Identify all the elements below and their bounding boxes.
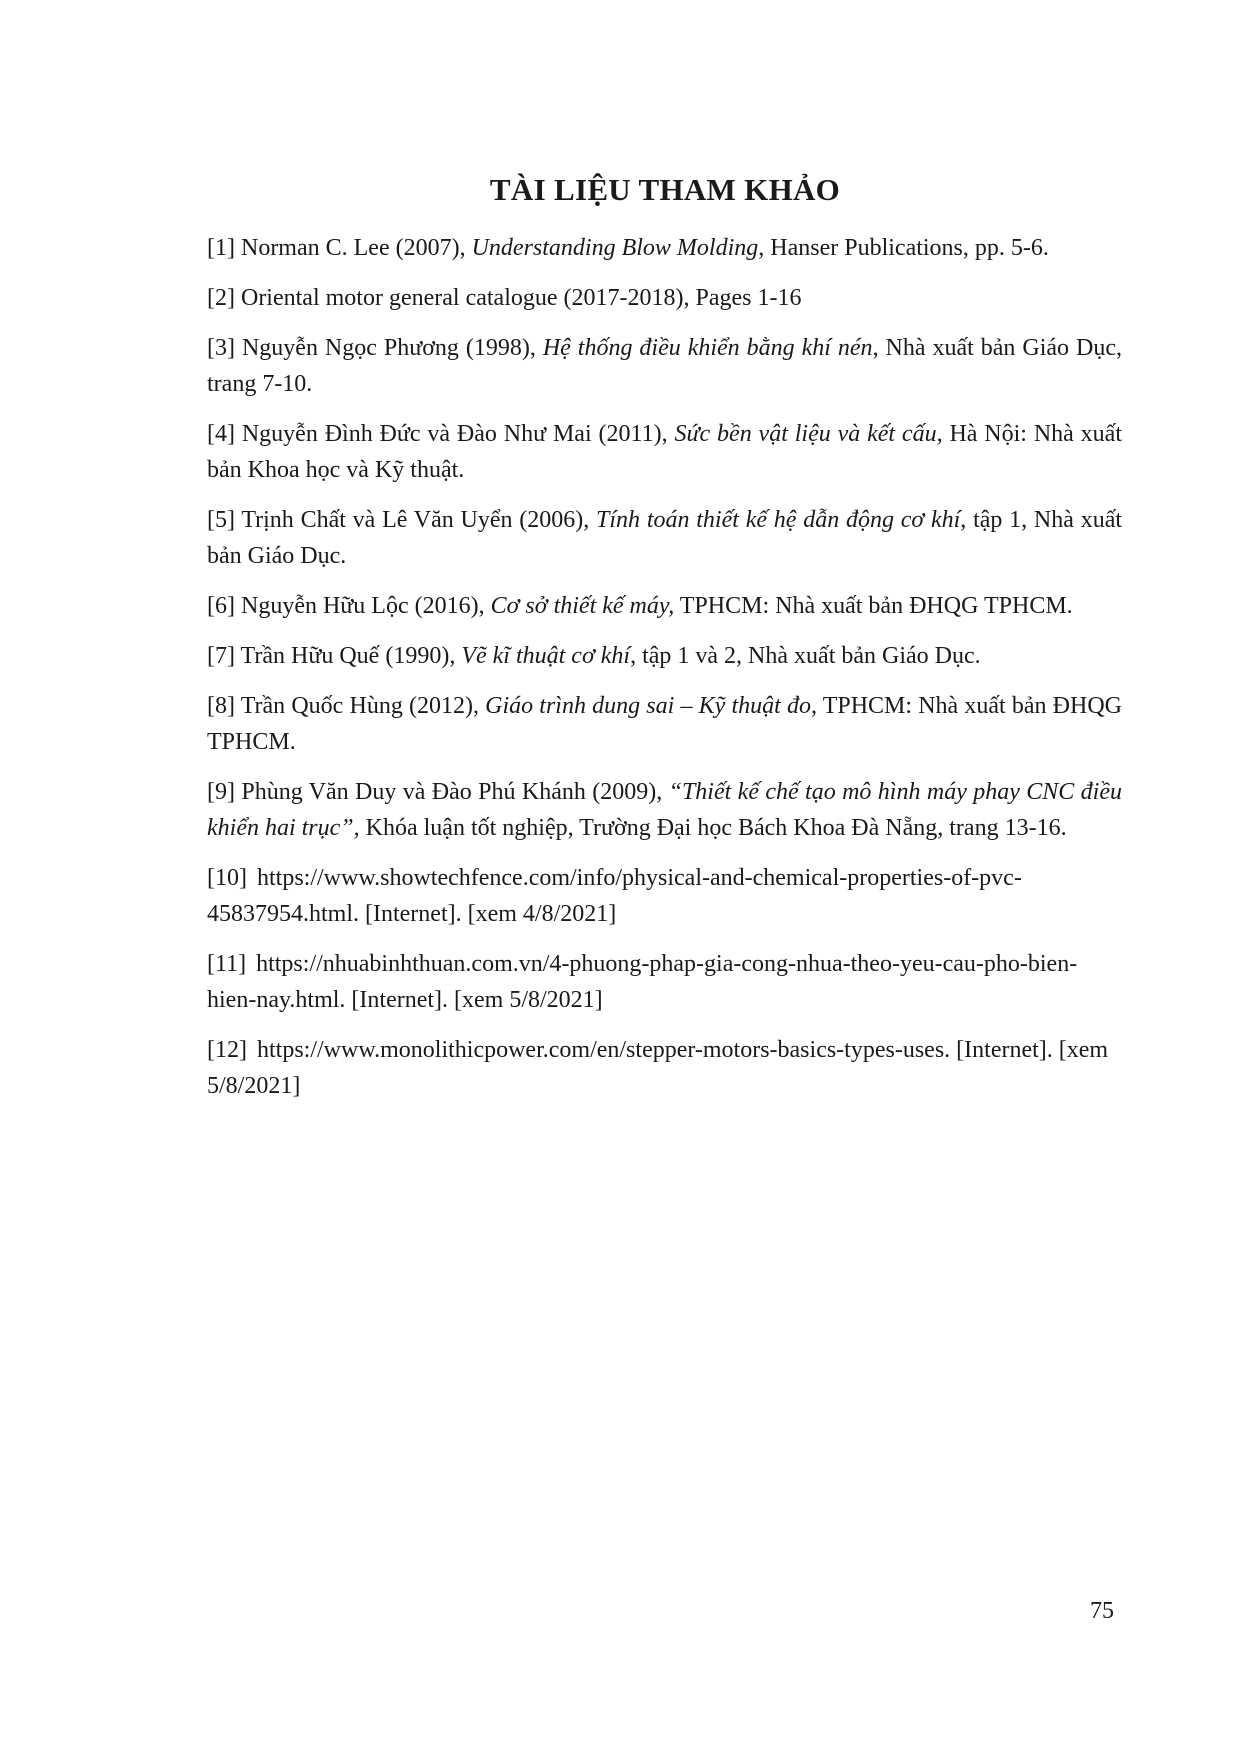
reference-text: Trịnh Chất và Lê Văn Uyển (2006), bbox=[234, 507, 597, 533]
reference-number: [7] bbox=[207, 643, 235, 669]
reference-text: Phùng Văn Duy và Đào Phú Khánh (2009), bbox=[234, 779, 669, 805]
reference-work-title: Hệ thống điều khiển bằng khí nén bbox=[542, 335, 873, 361]
page-number: 75 bbox=[1090, 1598, 1114, 1624]
reference-work-title: Cơ sở thiết kế máy, bbox=[490, 593, 675, 619]
reference-text: Trần Quốc Hùng (2012), bbox=[234, 693, 486, 719]
reference-number: [2] bbox=[207, 285, 235, 311]
reference-work-title: Tính toán thiết kế hệ dẫn động cơ khí bbox=[596, 507, 961, 533]
reference-item bbox=[207, 946, 1122, 1018]
reference-item bbox=[207, 502, 1122, 574]
reference-number: [8] bbox=[207, 693, 235, 719]
reference-number: [3] bbox=[207, 335, 235, 361]
reference-text: Nguyễn Đình Đức và Đào Như Mai (2011), bbox=[234, 421, 675, 447]
reference-item bbox=[207, 774, 1122, 846]
reference-work-title: Sức bền vật liệu và kết cấu, bbox=[674, 421, 943, 447]
reference-text: Nguyễn Hữu Lộc (2016), bbox=[234, 593, 491, 619]
reference-item bbox=[207, 280, 1122, 316]
reference-text: , Hanser Publications, pp. 5-6. bbox=[758, 235, 1049, 261]
reference-number: [12] bbox=[207, 1037, 247, 1063]
reference-link[interactable]: https://www.monolithicpower.com/en/stepper-motors-basics-types-uses. [Internet]. [xem 5/8/2021] bbox=[207, 1037, 1109, 1099]
reference-work-title: Vẽ kĩ thuật cơ khí bbox=[461, 643, 631, 669]
reference-text: Trần Hữu Quế (1990), bbox=[234, 643, 462, 669]
reference-item bbox=[207, 588, 1122, 624]
reference-link[interactable]: https://nhuabinhthuan.com.vn/4-phuong-phap-gia-cong-nhua-theo-yeu-cau-pho-bien-hien-nay.html. [Internet]. [xem 5/8/2021] bbox=[207, 951, 1078, 1013]
reference-item bbox=[207, 416, 1122, 488]
reference-text: , Nhà xuất bản Giáo Dục, trang 7-10. bbox=[207, 335, 1122, 397]
reference-item bbox=[207, 860, 1122, 932]
reference-text: Nguyễn Ngọc Phương (1998), bbox=[234, 335, 543, 361]
reference-link[interactable]: https://www.showtechfence.com/info/physical-and-chemical-properties-of-pvc-45837954.html. [Internet]. [xem 4/8/2021] bbox=[207, 865, 1022, 927]
reference-text: , tập 1 và 2, Nhà xuất bản Giáo Dục. bbox=[630, 643, 981, 669]
reference-text: , tập 1, Nhà xuất bản Giáo Dục. bbox=[207, 507, 1123, 569]
reference-text: Norman C. Lee (2007), bbox=[234, 235, 472, 261]
reference-number: [6] bbox=[207, 593, 235, 619]
reference-work-title: “Thiết kế chế tạo mô hình máy phay CNC điều khiển hai trục”, bbox=[207, 779, 1122, 841]
reference-item bbox=[207, 638, 1122, 674]
reference-list bbox=[207, 230, 1122, 1118]
reference-text: , TPHCM: Nhà xuất bản ĐHQG TPHCM. bbox=[207, 693, 1122, 755]
reference-text: Hà Nội: Nhà xuất bản Khoa học và Kỹ thuật. bbox=[207, 421, 1122, 483]
reference-item bbox=[207, 1032, 1122, 1104]
reference-number: [9] bbox=[207, 779, 235, 805]
reference-number: [4] bbox=[207, 421, 235, 447]
reference-number: [10] bbox=[207, 865, 247, 891]
reference-number: [1] bbox=[207, 235, 235, 261]
reference-number: [11] bbox=[207, 951, 247, 977]
reference-work-title: Understanding Blow Molding bbox=[471, 235, 759, 261]
reference-number: [5] bbox=[207, 507, 235, 533]
reference-item bbox=[207, 230, 1122, 266]
reference-text: Khóa luận tốt nghiệp, Trường Đại học Bách Khoa Đà Nẵng, trang 13-16. bbox=[359, 815, 1067, 841]
reference-item bbox=[207, 330, 1122, 402]
reference-text: TPHCM: Nhà xuất bản ĐHQG TPHCM. bbox=[674, 593, 1073, 619]
reference-work-title: Giáo trình dung sai – Kỹ thuật đo bbox=[485, 693, 811, 719]
reference-item bbox=[207, 688, 1122, 760]
page-title: TÀI LIỆU THAM KHẢO bbox=[489, 172, 841, 207]
reference-text: Oriental motor general catalogue (2017-2018), Pages 1-16 bbox=[234, 285, 802, 311]
